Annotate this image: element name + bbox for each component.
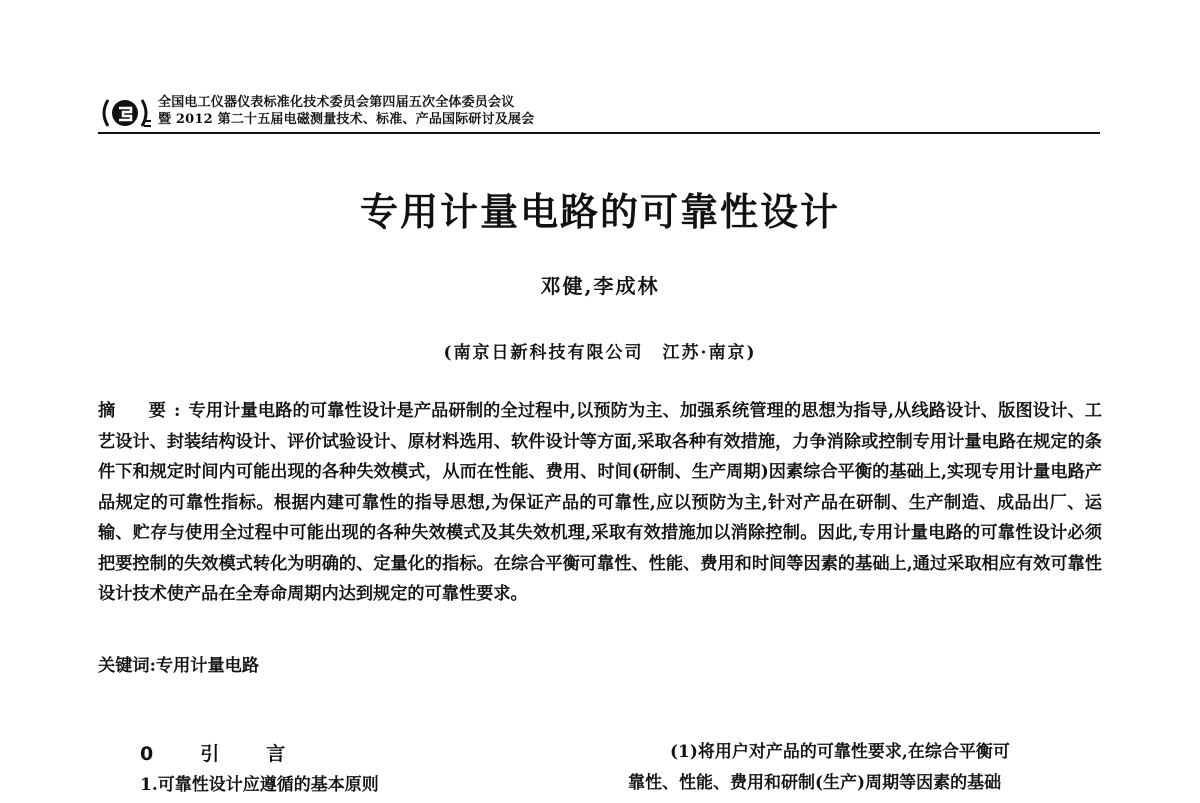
- right-column-line-1: (1)将用户对产品的可靠性要求,在综合平衡可: [670, 742, 1010, 762]
- conference-header: [98, 92, 1100, 134]
- conference-line-1: 全国电工仪器仪表标准化技术委员会第四届五次全体委员会议: [158, 95, 515, 110]
- abstract: [98, 396, 1102, 610]
- conference-title: [158, 94, 534, 128]
- conference-logo-icon: [98, 94, 152, 132]
- paper-affiliation: (南京日新科技有限公司 江苏·南京): [443, 343, 757, 363]
- header-rule: [98, 132, 1100, 134]
- keywords: 关键词:专用计量电路: [98, 656, 260, 676]
- paper-authors: 邓健,李成林: [540, 274, 660, 298]
- abstract-label: 摘 要:: [98, 401, 189, 421]
- abstract-text: 专用计量电路的可靠性设计是产品研制的全过程中,以预防为主、加强系统管理的思想为指导,从线路设计、版图设计、工艺设计、封装结构设计、评价试验设计、原材料选用、软件设计等方面,采取各种有效措施，力争消除或控制专用计量电路在规定的条件下和规定时间内可能出现的各种失效模式，从而在性能、费用、时间(研制、生产周期)因素综合平衡的基础上,实现专用计量电路产品规定的可靠性指标。根据内建可靠性的指导思想,为保证产品的可靠性,应以预防为主,针对产品在研制、生产制造、成品出厂、运输、贮存与使用全过程中可能出现的各种失效模式及其失效机理,采取有效措施加以消除控制。因此,专用计量电路的可靠性设计必须把要控制的失效模式转化为明确的、定量化的指标。在综合平衡可靠性、性能、费用和时间等因素的基础上,通过采取相应有效可靠性设计技术使产品在全寿命周期内达到规定的可靠性要求。: [98, 401, 1102, 604]
- right-column-line-2: 靠性、性能、费用和研制(生产)周期等因素的基础: [628, 773, 1002, 793]
- subsection-heading: 1.可靠性设计应遵循的基本原则: [140, 775, 379, 795]
- conference-line-2: 暨 2012 第二十五届电磁测量技术、标准、产品国际研讨及展会: [158, 112, 535, 127]
- section-heading: 0 引 言: [140, 743, 300, 765]
- right-column-text: [628, 737, 1106, 799]
- paper-title: 专用计量电路的可靠性设计: [359, 190, 840, 234]
